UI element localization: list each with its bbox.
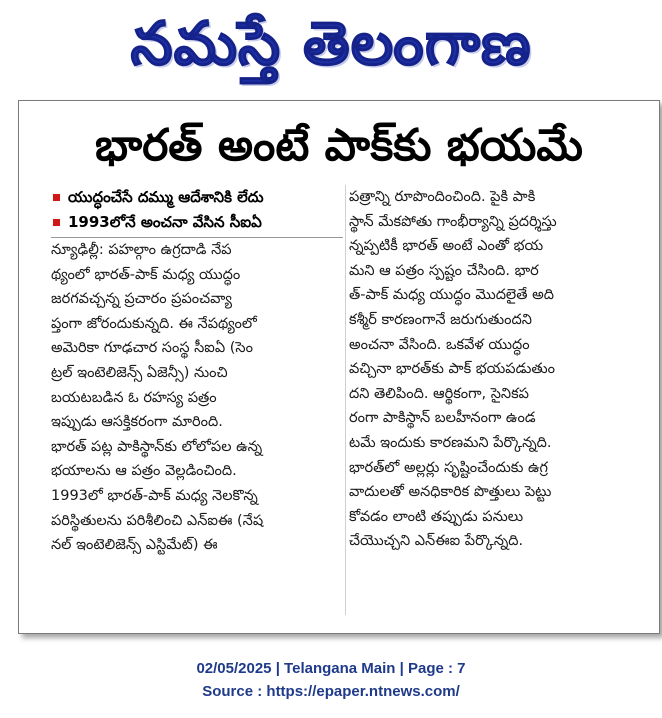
article-left-column (51, 185, 343, 558)
article-clipping (18, 100, 660, 634)
masthead-title: నమస్తే తెలంగాణ (130, 9, 532, 79)
article-bullet (51, 210, 343, 235)
article-bullet (51, 185, 343, 210)
newspaper-masthead (0, 6, 662, 82)
source-link[interactable]: Source : https://epaper.ntnews.com/ (202, 683, 460, 700)
article-right-column (349, 185, 641, 554)
edition-info: 02/05/2025 | Telangana Main | Page : 7 (196, 660, 466, 677)
bullet-text: యుద్ధంచేసే దమ్ము ఆదేశానికి లేదు (68, 188, 264, 207)
left-column-text: న్యూఢిల్లీ: పహల్గాం ఉగ్రదాడి నేప థ్యంలో భారత్-పాక్ మధ్య యుద్ధం జరగవచ్చన్న ప్రచారం ప్రపంచవ్యా ప్తంగా జోరందుకున్నది. ఈ నేపథ్యంలో అమెరికా గూఢచార సంస్థ సీఐఏ (సెం ట్రల్ ఇంటెలిజెన్స్ ఏజెన్సీ) నుంచి బయటబడిన ఓ రహస్య పత్రం ఇప్పుడు ఆసక్తికరంగా మారింది. భారత్ పట్ల పాకిస్థాన్‌కు లోలోపల ఉన్న భయాలను ఆ పత్రం వెల్లడించింది. 1993లో భారత్-పాక్ మధ్య నెలకొన్న పరిస్థితులను పరిశీలించి ఎన్‌ఐఈ (నేష నల్ ఇంటెలిజెన్స్ ఎస్టిమేట్) ఈ (51, 242, 264, 554)
bullet-text: 1993లోనే అంచనా వేసిన సీఐఏ (68, 213, 262, 232)
column-divider (345, 185, 346, 615)
article-headline: భారత్ అంటే పాక్‌కు భయమే (95, 120, 583, 171)
right-column-text: పత్రాన్ని రూపొందించింది. పైకి పాకి స్థాన్ మేకపోతు గాంభీర్యాన్ని ప్రదర్శిస్తు న్నప్పటికీ భారత్ అంటే ఎంతో భయ మని ఆ పత్రం స్పష్టం చేసింది. భార త్-పాక్ మధ్య యుద్ధం మొదలైతే అది కశ్మీర్ కారణంగానే జరుగుతుందని అంచనా వేసింది. ఒకవేళ యుద్ధం వచ్చినా భారత్‌కు పాక్ భయపడుతుం దని తెలిపింది. ఆర్థికంగా, సైనికప రంగా పాకిస్థాన్ బలహీనంగా ఉండ టమే ఇందుకు కారణమని పేర్కొన్నది. భారత్‌లో అల్లర్లు సృష్టించేందుకు ఉగ్ర వాదులతో అనధికారిక పొత్తులు పెట్టు కోవడం లాంటి తప్పుడు పనులు చేయొచ్చని ఎన్‌ఈఐ పేర్కొన్నది. (349, 189, 557, 550)
red-square-bullet-icon (53, 219, 60, 226)
red-square-bullet-icon (53, 194, 60, 201)
